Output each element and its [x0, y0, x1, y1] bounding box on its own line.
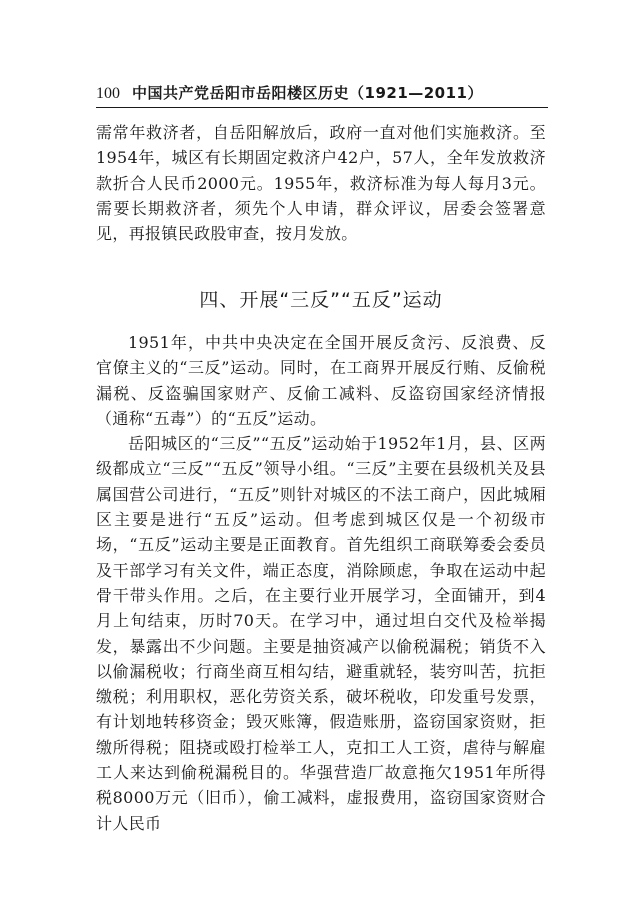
intro-text-block [96, 120, 546, 246]
section-body [96, 330, 546, 836]
paragraph: 岳阳城区的“三反”“五反”运动始于1952年1月，县、区两级都成立“三反”“五反”领导小组。“三反”主要在县级机关及县属国营公司进行，“五反”则针对城区的不法工商户，因此城厢区主要是进行“五反”运动。但考虑到城区仅是一个初级市场，“五反”运动主要是正面教育。首先组织工商联筹委会委员及干部学习有关文件，端正态度，消除顾虑，争取在运动中起骨干带头作用。之后，在主要行业开展学习，全面铺开，到4月上旬结束，历时70天。在学习中，通过坦白交代及检举揭发，暴露出不少问题。主要是抽资减产以偷税漏税；销货不入以偷漏税收；行商坐商互相勾结，避重就轻，装穷叫苦，抗拒缴税；利用职权，恶化劳资关系，破坏税收，印发重号发票，有计划地转移资金；毁灭账簿，假造账册，盗窃国家资财，拒缴所得税；阻挠或殴打检举工人，克扣工人工资，虐待与解雇工人来达到偷税漏税目的。华强营造厂故意拖欠1951年所得税8000万元（旧币），偷工减料，虚报费用，盗窃国家资财合计人民币 [96, 434, 546, 833]
running-title: 中国共产党岳阳市岳阳楼区历史（1921—2011） [132, 84, 483, 102]
paragraph: 1951年，中共中央决定在全国开展反贪污、反浪费、反官僚主义的“三反”运动。同时，在工商界开展反行贿、反偷税漏税、反盗骗国家财产、反偷工减料、反盗窃国家经济情报（通称“五毒”）的“五反”运动。 [96, 333, 546, 428]
paragraph-continuation: 需常年救济者，自岳阳解放后，政府一直对他们实施救济。至1954年，城区有长期固定救济户42户，57人，全年发放救济款折合人民币2000元。1955年，救济标准为每人每月3元。需要长期救济者，须先个人申请，群众评议，居委会签署意见，再报镇民政股审查，按月发放。 [96, 123, 546, 244]
section-heading: 四、开展“三反”“五反”运动 [199, 289, 443, 311]
page-number: 100 [96, 85, 120, 102]
running-header [96, 82, 546, 103]
header-rule [96, 107, 548, 108]
